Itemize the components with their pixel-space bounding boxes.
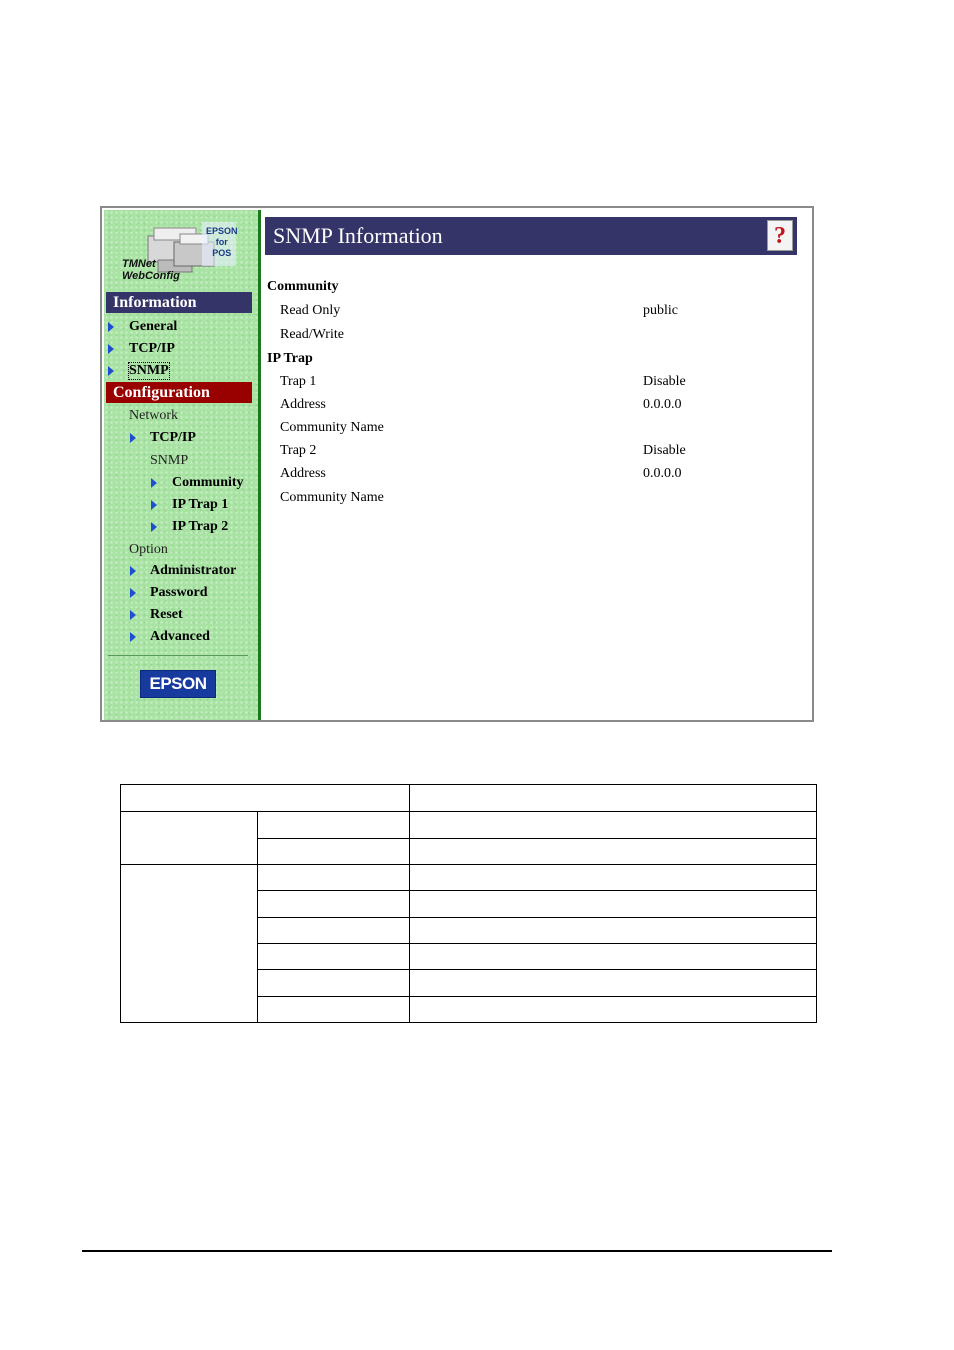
trap1-community-name-label: Community Name: [280, 420, 384, 435]
table-cell: [410, 812, 817, 838]
trap1-label: Trap 1: [280, 374, 317, 389]
sidebar: [104, 210, 261, 720]
trap2-community-name-label: Community Name: [280, 490, 384, 505]
table-cell: [410, 917, 817, 943]
webconfig-screenshot: [100, 206, 814, 722]
nav-info-general[interactable]: General: [129, 319, 178, 334]
arrow-right-icon: [130, 610, 136, 620]
nav-config-ip-trap-2[interactable]: IP Trap 2: [172, 519, 229, 534]
table-cell: [258, 865, 410, 891]
trap1-address-value: 0.0.0.0: [643, 397, 682, 412]
trap1-address-label: Address: [280, 397, 326, 412]
nav-config-administrator[interactable]: Administrator: [150, 563, 237, 578]
table-cell: [258, 996, 410, 1022]
arrow-right-icon: [130, 566, 136, 576]
tmnet-webconfig-text: TMNet WebConfig: [122, 258, 180, 282]
nav-config-reset[interactable]: Reset: [150, 607, 183, 622]
trap2-value: Disable: [643, 443, 686, 458]
trap1-value: Disable: [643, 374, 686, 389]
arrow-right-icon: [108, 344, 114, 354]
nav-info-tcpip[interactable]: TCP/IP: [129, 341, 175, 356]
page-title: SNMP Information: [273, 223, 443, 248]
table-cell: [258, 891, 410, 917]
snmp-group-label: SNMP: [150, 453, 189, 468]
nav-info-snmp[interactable]: SNMP: [129, 363, 169, 378]
footer-rule: [82, 1250, 832, 1252]
arrow-right-icon: [151, 500, 157, 510]
sidebar-divider: [108, 655, 248, 656]
table-row: [121, 865, 817, 891]
option-group-label: Option: [129, 542, 168, 557]
ip-trap-section-heading: IP Trap: [267, 351, 313, 366]
help-icon[interactable]: ?: [767, 220, 793, 251]
table-cell: [258, 917, 410, 943]
arrow-right-icon: [108, 366, 114, 376]
table-cell: [258, 838, 410, 864]
table-cell: [121, 812, 258, 865]
table-cell: [410, 865, 817, 891]
arrow-right-icon: [151, 522, 157, 532]
arrow-right-icon: [108, 322, 114, 332]
table-cell: [121, 865, 258, 1023]
trap2-label: Trap 2: [280, 443, 317, 458]
table-cell: [410, 970, 817, 996]
arrow-right-icon: [130, 632, 136, 642]
arrow-right-icon: [130, 588, 136, 598]
table-cell: [258, 970, 410, 996]
epson-logo: EPSON: [140, 670, 216, 698]
table-row: [121, 812, 817, 838]
arrow-right-icon: [151, 478, 157, 488]
read-only-label: Read Only: [280, 303, 341, 318]
information-header: Information: [106, 292, 252, 313]
table-cell: [258, 943, 410, 969]
trap2-address-label: Address: [280, 466, 326, 481]
arrow-right-icon: [130, 433, 136, 443]
nav-config-community[interactable]: Community: [172, 475, 244, 490]
table-cell: [258, 812, 410, 838]
table-cell: [410, 838, 817, 864]
table-cell: [121, 785, 410, 812]
table-header-row: [121, 785, 817, 812]
trap2-address-value: 0.0.0.0: [643, 466, 682, 481]
table-cell: [410, 891, 817, 917]
snmp-description-table: [120, 784, 817, 1023]
page-title-bar: [265, 217, 797, 255]
community-section-heading: Community: [267, 279, 339, 294]
table-cell: [410, 996, 817, 1022]
network-group-label: Network: [129, 408, 178, 423]
epson-for-pos-tag: EPSON for POS: [206, 226, 238, 258]
read-write-label: Read/Write: [280, 327, 344, 342]
read-only-value: public: [643, 303, 678, 318]
main-content: [261, 210, 810, 718]
nav-config-password[interactable]: Password: [150, 585, 208, 600]
nav-config-tcpip[interactable]: TCP/IP: [150, 430, 196, 445]
nav-config-ip-trap-1[interactable]: IP Trap 1: [172, 497, 229, 512]
tmnet-logo: [114, 216, 240, 292]
table-cell: [410, 943, 817, 969]
table-cell: [410, 785, 817, 812]
configuration-header: Configuration: [106, 382, 252, 403]
nav-config-advanced[interactable]: Advanced: [150, 629, 210, 644]
